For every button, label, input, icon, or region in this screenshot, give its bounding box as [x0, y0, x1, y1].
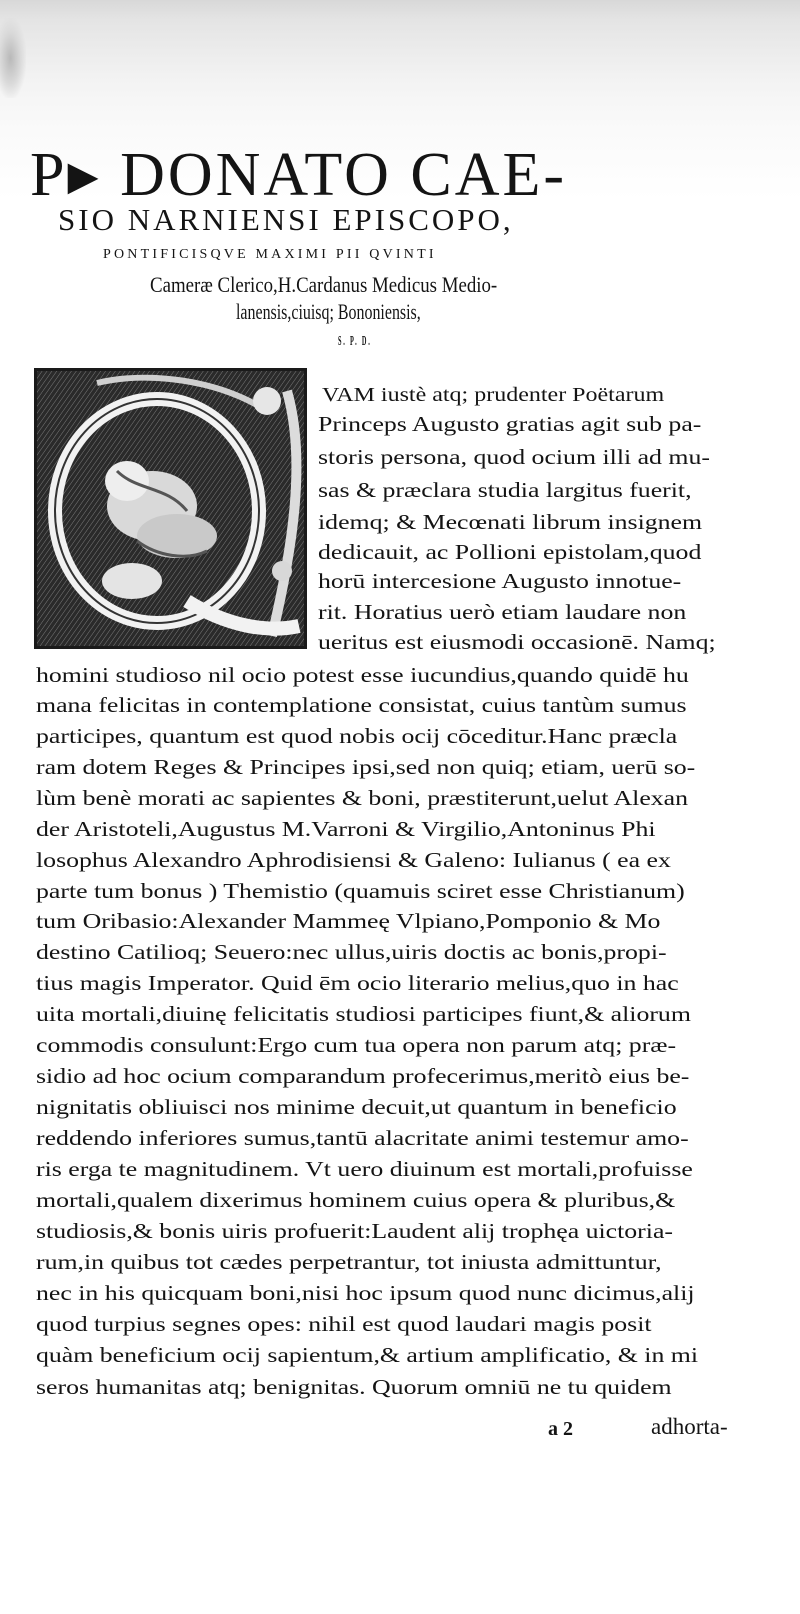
text-line: VAM iustè atq; prudenter Poëtarum — [322, 384, 665, 406]
text-line: quod turpius segnes opes: nihil est quod laudari magis posit — [36, 1312, 652, 1336]
text-line: commodis consulunt:Ergo cum tua opera non parum atq; præ- — [36, 1033, 677, 1057]
title-line-4: Cameræ Clerico,H.Cardanus Medicus Medio- — [150, 272, 498, 297]
decorated-initial-q-icon — [34, 368, 307, 649]
text-line: lùm benè morati ac sapientes & boni, præstiterunt,uelut Alexan — [36, 786, 689, 810]
text-line: Princeps Augusto gratias agit sub pa- — [318, 412, 702, 436]
text-line: nignitatis obliuisci nos minime decuit,ut quantum in beneficio — [36, 1095, 677, 1119]
text-line: studiosis,& bonis uiris profuerit:Laudent alij trophęa uictoria- — [36, 1219, 673, 1243]
text-line: horū intercesione Augusto innotue- — [318, 569, 682, 593]
text-line: dedicauit, ac Pollioni epistolam,quod — [318, 540, 702, 564]
text-line: seros humanitas atq; benignitas. Quorum omniū ne tu quidem — [36, 1375, 672, 1399]
text-line: storis persona, quod ocium illi ad mu- — [318, 445, 710, 469]
text-line: participes, quantum est quod nobis ocij cōceditur.Hanc præcla — [36, 724, 678, 748]
text-line: destino Catilioq; Seuero:nec ullus,uiris doctis ac bonis,propi- — [36, 940, 667, 964]
text-line: sas & præclara studia largitus fuerit, — [318, 478, 692, 502]
text-line: quàm beneficium ocij sapientum,& artium amplificatio, & in mi — [36, 1343, 699, 1367]
title-line-1: P▸ DONATO CAE- — [30, 141, 568, 209]
text-line: idemq; & Mecœnati librum insignem — [318, 510, 703, 534]
signature-mark: a 2 — [548, 1418, 573, 1440]
text-line: mortali,qualem dixerimus hominem cuius opera & pluribus,& — [36, 1188, 676, 1212]
text-line: ris erga te magnitudinem. Vt uero diuinum est mortali,profuisse — [36, 1157, 693, 1181]
text-line: ueritus est eiusmodi occasionē. Namq; — [318, 630, 716, 654]
text-line: homini studioso nil ocio potest esse iucundius,quando quidē hu — [36, 663, 689, 687]
salutation: S. P. D. — [338, 334, 372, 349]
title-line-3: PONTIFICISQVE MAXIMI PII QVINTI — [103, 247, 437, 262]
text-line: mana felicitas in contemplatione consistat, cuius tantùm sumus — [36, 693, 687, 717]
text-line: rit. Horatius uerò etiam laudare non — [318, 600, 687, 624]
text-line: nec in his quicquam boni,nisi hoc ipsum quod nunc dicimus,alij — [36, 1281, 695, 1305]
text-line: reddendo inferiores sumus,tantū alacritate animi testemur amo- — [36, 1126, 689, 1150]
catchword: adhorta- — [651, 1414, 728, 1439]
text-line: uita mortali,diuinę felicitatis studiosi participes fiunt,& aliorum — [36, 1002, 691, 1026]
text-line: ram dotem Reges & Principes ipsi,sed non quiq; etiam, uerū so- — [36, 755, 696, 779]
text-line: losophus Alexandro Aphrodisiensi & Galeno: Iulianus ( ea ex — [36, 848, 671, 872]
text-line: der Aristoteli,Augustus M.Varroni & Virgilio,Antoninus Phi — [36, 817, 656, 841]
page-stain — [0, 18, 26, 98]
text-line: tum Oribasio:Alexander Mammeę Vlpiano,Pomponio & Mo — [36, 909, 661, 933]
text-line: parte tum bonus ) Themistio (quamuis sciret esse Christianum) — [36, 879, 685, 903]
text-line: tius magis Imperator. Quid ēm ocio literario melius,quo in hac — [36, 971, 679, 995]
title-line-5: lanensis,ciuisq; Bononiensis, — [236, 299, 421, 324]
text-line: sidio ad hoc ocium comparandum profecerimus,meritò eius be- — [36, 1064, 690, 1088]
title-line-2: SIO NARNIENSI EPISCOPO, — [58, 202, 514, 237]
text-line: rum,in quibus tot cædes perpetrantur, tot iniusta admittuntur, — [36, 1250, 662, 1274]
